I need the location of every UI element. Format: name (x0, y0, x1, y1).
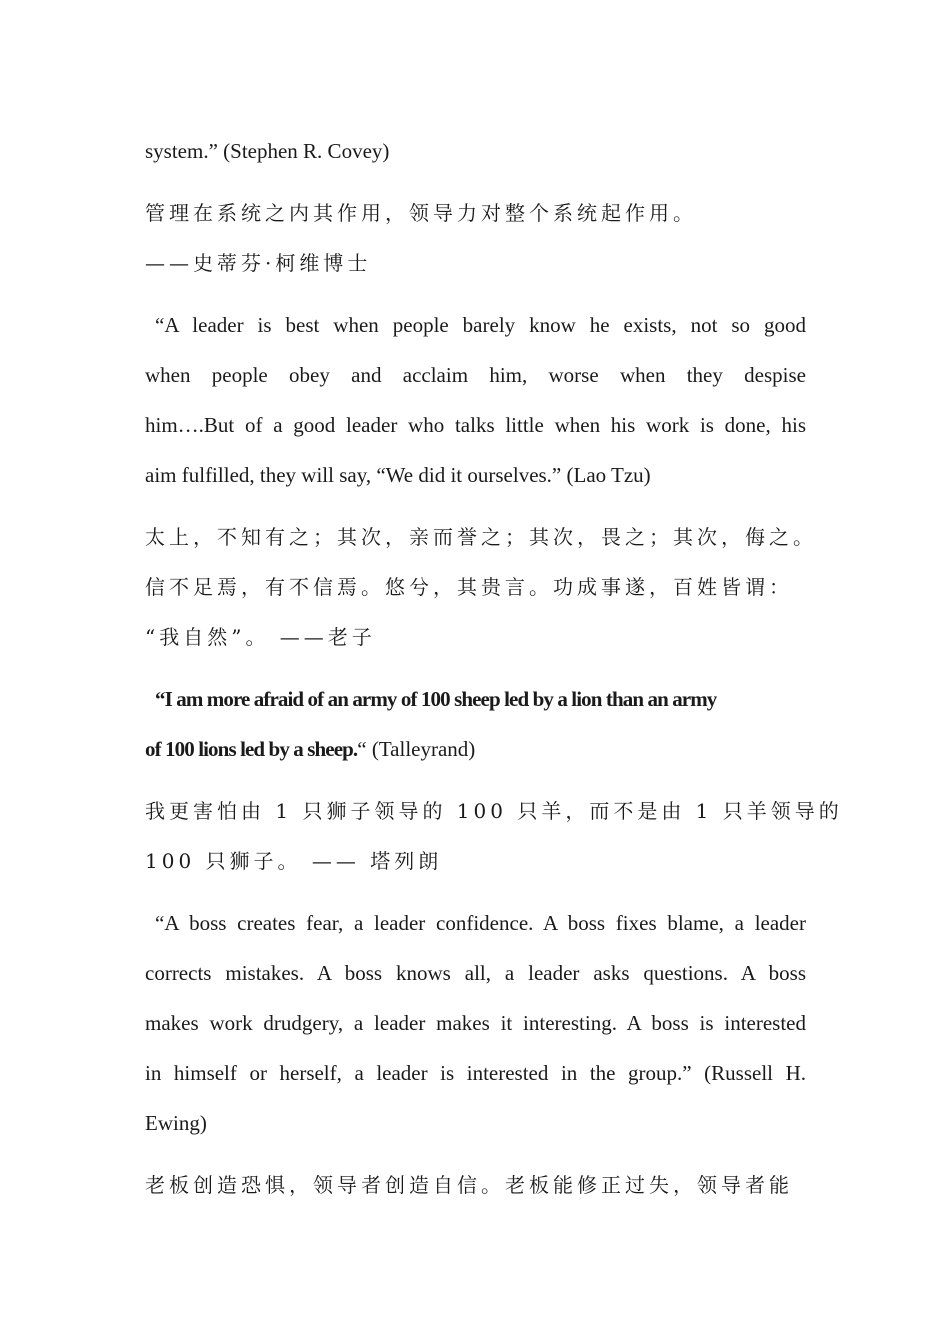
quote-talleyrand-line-2-text: of 100 lions led by a sheep. (145, 737, 358, 761)
quote-ewing-line-1: “A boss creates fear, a leader confidence. A boss fixes blame, a leader (155, 911, 806, 935)
quote-talleyrand-zh-line-2: 100 只狮子。 —— 塔列朗 (145, 849, 443, 873)
quote-laotzu-line-4: aim fulfilled, they will say, “We did it ourselves.” (Lao Tzu) (145, 463, 651, 487)
quote-laotzu-line-2: when people obey and acclaim him, worse when they despise (145, 363, 806, 387)
quote-laotzu-zh-line-2: 信不足焉，有不信焉。悠兮，其贵言。功成事遂，百姓皆谓： (145, 575, 793, 599)
quote-laotzu-line-1: “A leader is best when people barely know he exists, not so good (155, 313, 806, 337)
quote-covey-line-1: system.” (Stephen R. Covey) (145, 139, 390, 163)
quote-ewing-line-2: corrects mistakes. A boss knows all, a leader asks questions. A boss (145, 961, 806, 985)
quote-ewing-line-4: in himself or herself, a leader is interested in the group.” (Russell H. (145, 1061, 806, 1085)
quote-laotzu-zh-line-3: “我自然”。 ——老子 (145, 625, 376, 649)
quote-laotzu-zh-line-1: 太上，不知有之；其次，亲而誉之；其次，畏之；其次，侮之。 (145, 525, 817, 549)
quote-covey-zh-line-2: ——史蒂芬·柯维博士 (145, 251, 372, 275)
quote-talleyrand-attribution: “ (Talleyrand) (357, 737, 476, 761)
quote-laotzu-line-3: him….But of a good leader who talks little when his work is done, his (145, 413, 806, 437)
quote-ewing-zh-line-1: 老板创造恐惧，领导者创造自信。老板能修正过失，领导者能 (145, 1173, 793, 1197)
quote-ewing-line-5: Ewing) (145, 1111, 207, 1135)
quote-ewing-line-3: makes work drudgery, a leader makes it interesting. A boss is interested (145, 1011, 806, 1035)
quote-covey-zh-line-1: 管理在系统之内其作用，领导力对整个系统起作用。 (145, 201, 697, 225)
quote-talleyrand-line-2 (145, 734, 475, 764)
quote-talleyrand-zh-line-1: 我更害怕由 1 只狮子领导的 100 只羊，而不是由 1 只羊领导的 (145, 799, 843, 823)
quote-talleyrand-line-1: “I am more afraid of an army of 100 sheep led by a lion than an army (155, 687, 717, 711)
